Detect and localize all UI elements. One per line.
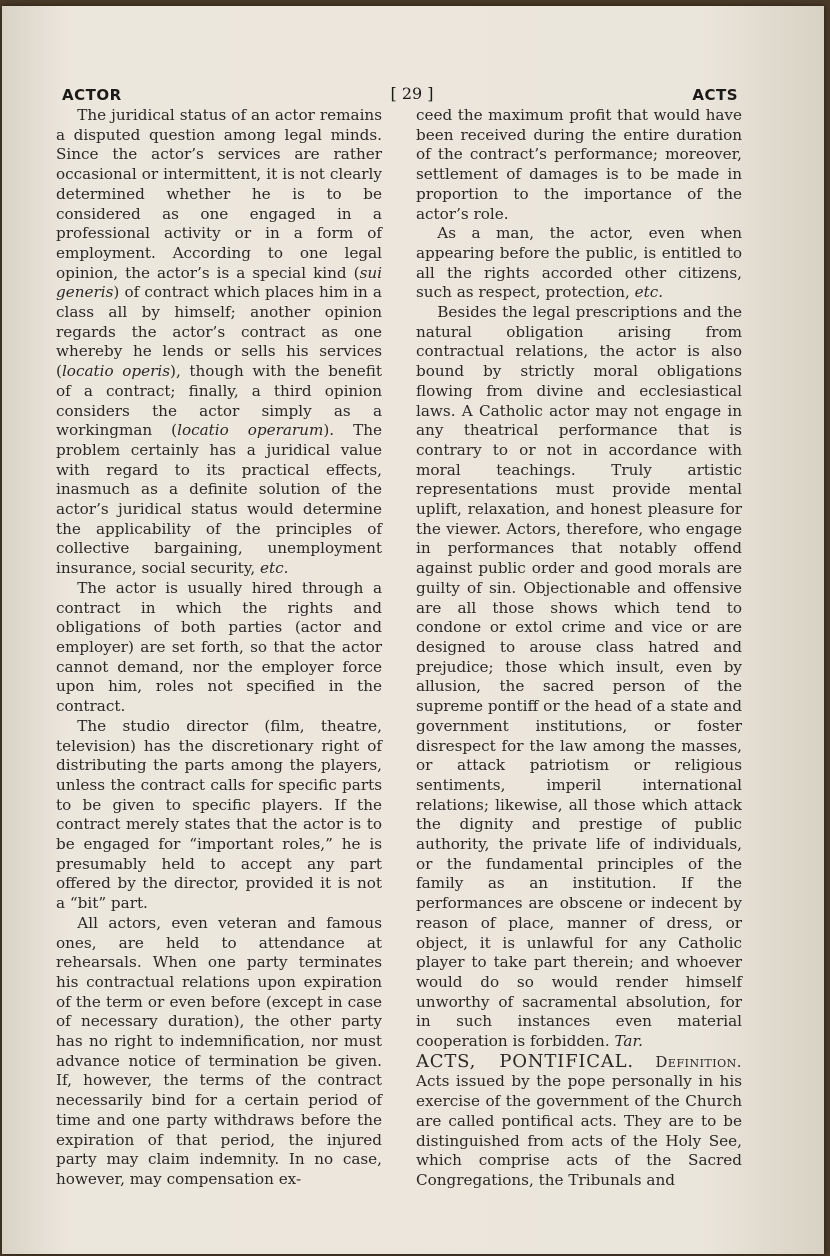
right-column [416, 106, 742, 1191]
entry-label: Definition. [655, 1052, 743, 1071]
paragraph-moral-obligations: Besides the legal prescriptions and the natural obligation arising from contractual relations, the actor is also bound by strictly moral obligations flowing from divine and ecclesiastical laws. A Catholic actor may not engage in any theatrical performance that is contrary to or not in accordance with moral teachings. Truly artistic representations must provide mental uplift, relaxation, and honest pleasure for the viewer. Actors, therefore, who engage in performances that notably offend against public order and good morals are guilty of sin. Objectionable and offensive are all those shows which tend to condone or extol crime and vice or are designed to arouse class hatred and prejudice; those which insult, even by allusion, the sacred person of the supreme pontiff or the head of a state and government institutions, or foster disrespect for the law among the masses, or attack patriotism or religious sentiments, imperil international relations; likewise, all those which attack the dignity and prestige of public authority, the private life of individuals, or the fundamental principles of the family as an institution. If the performances are obscene or indecent by reason of place, manner of dress, or object, it is unlawful for any Catholic player to take part therein; and whoever would do so would render himself unworthy of sacramental absolution, for in such instances even material cooperation is forbidden. Tar. [416, 303, 742, 1051]
author-signature: Tar. [614, 1032, 643, 1051]
paragraph-legal-status: The juridical status of an actor remains a disputed question among legal minds. Since the actor’s services are rather occasional or intermittent, it is not clearly determined whether he is to be considered as one engaged in a professional activity or in a form of employment. According to one legal opinion, the actor’s is a special kind (sui generis) of contract which places him in a class all by himself; another opinion regards the actor’s contract as one whereby he lends or sells his services (locatio operis), though with the benefit of a contract; finally, a third opinion considers the actor simply as a workingman (locatio operarum). The problem certainly has a juridical value with regard to its practical effects, inasmuch as a definite solution of the actor’s juridical status would determine the applicability of the principles of collective bargaining, unemployment insurance, social security, etc. [56, 106, 383, 578]
header-left-word: ACTOR [62, 86, 122, 104]
paragraph-contract: The actor is usually hired through a contract in which the rights and obligations of both parties (actor and employer) are set forth, so that the actor cannot demand, nor the employer force upon him, roles not specified in the contract. [56, 578, 382, 716]
header-right-word: ACTS [692, 86, 738, 104]
page-number: [ 29 ] [390, 84, 434, 103]
entry-acts-pontifical: ACTS, PONTIFICAL. Definition. Acts issued by the pope personally in his exercise of the government of the Church are called pontifical acts. They are to be distinguished from acts of the Holy See, which comprise acts of the Sacred Congregations, the Tribunals and [416, 1050, 743, 1189]
paragraph-continuation: ceed the maximum profit that would have been received during the entire duration of the contract’s performance; moreover, settlement of damages is to be made in proportion to the importance of the actor’s role. [416, 106, 742, 223]
paragraph-studio-director: The studio director (film, theatre, television) has the discretionary right of distributing the parts among the players, unless the contract calls for specific parts to be given to specific players. If the contract merely states that the actor is to be engaged for “important roles,” he is presumably held to accept any part offered by the director, provided it is not a “bit” part. [56, 716, 382, 913]
paragraph-rights: As a man, the actor, even when appearing before the public, is entitled to all the rights accorded other citizens, such as respect, protection, etc. [416, 224, 742, 302]
entry-title: ACTS, PONTIFICAL. [416, 1050, 634, 1072]
running-header [62, 84, 738, 106]
paragraph-rehearsals: All actors, even veteran and famous ones, are held to attendance at rehearsals. When one party terminates his contractual relations upon expiration of the term or even before (except in case of necessary duration), the other party has no right to indemnification, nor must advance notice of termination be given. If, however, the terms of the contract necessarily bind for a certain period of time and one party withdraws before the expiration of that period, the injured party may claim indemnity. In no case, however, may compensation ex- [56, 913, 382, 1188]
left-column [56, 106, 382, 1190]
